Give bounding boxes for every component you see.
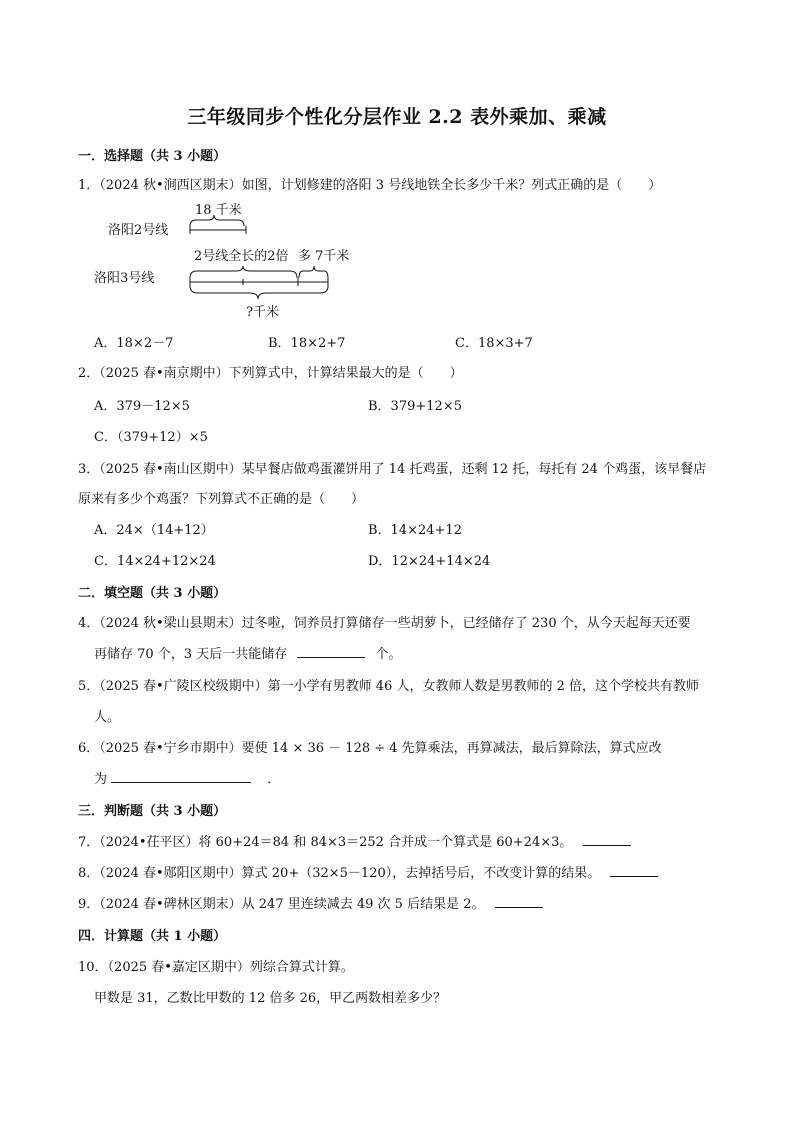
section-heading-judge: 三．判断题（共 3 小题） <box>78 804 227 819</box>
question-6-line2 <box>94 768 280 787</box>
question-5-line1: 5．（2025 春•广陵区校级期中）第一小学有男教师 46 人，女教师人数是男教师的 2 倍，这个学校共有教师 <box>78 679 699 694</box>
section-heading-choice: 一．选择题（共 3 小题） <box>78 149 227 164</box>
question-7 <box>78 831 631 850</box>
total-label: ?千米 <box>246 305 279 320</box>
question-5-line2: 人。 <box>94 710 121 725</box>
q2-option-b[interactable]: B．379+12×5 <box>368 399 462 414</box>
line2-length-label: 18 千米 <box>195 203 242 218</box>
q7-answer-blank[interactable] <box>583 833 631 846</box>
question-9-text: 9．（2024 春•碑林区期末）从 247 里连续减去 49 次 5 后结果是 2。 <box>78 897 485 912</box>
question-3-line2: 原来有多少个鸡蛋？下列算式不正确的是（ ） <box>78 492 365 507</box>
q1-option-c[interactable]: C．18×3+7 <box>455 336 533 351</box>
q8-answer-blank[interactable] <box>610 864 658 877</box>
q2-option-c[interactable]: C．（379+12）×5 <box>94 430 208 445</box>
question-6-line2-start: 为 <box>94 772 108 787</box>
part1-label: 2号线全长的2倍 <box>194 249 289 264</box>
section-heading-calc: 四．计算题（共 1 小题） <box>78 929 227 944</box>
question-4-line1: 4．（2024 秋•梁山县期末）过冬啦，饲养员打算储存一些胡萝卜，已经储存了 230 个，从今天起每天还要 <box>78 616 691 631</box>
part2-brace <box>299 266 328 278</box>
line3-label: 洛阳3号线 <box>94 271 155 286</box>
question-10-sub: 甲数是 31，乙数比甲数的 12 倍多 26，甲乙两数相差多少？ <box>94 991 447 1006</box>
q3-option-b[interactable]: B．14×24+12 <box>368 523 462 538</box>
question-2-text: 2．（2025 春•南京期中）下列算式中，计算结果最大的是（ ） <box>78 366 463 381</box>
q9-answer-blank[interactable] <box>495 895 543 908</box>
part1-brace <box>190 266 297 278</box>
question-6-line1: 6．（2025 春•宁乡市期中）要使 14 × 36 － 128 ÷ 4 先算乘法，再算减法，最后算除法，算式应改 <box>78 741 662 756</box>
q3-option-d[interactable]: D．12×24+14×24 <box>368 554 491 569</box>
question-7-text: 7．（2024•茌平区）将 60+24＝84 和 84×3＝252 合并成一个算式是 60+24×3。 <box>78 835 573 850</box>
part2-label: 多 7千米 <box>298 249 350 264</box>
total-brace <box>190 286 328 299</box>
question-4-line2-start: 再储存 70 个，3 天后一共能储存 <box>94 647 288 662</box>
question-8-text: 8．（2024 春•郧阳区期中）算式 20+（32×5－120），去掉括号后，不改变计算的结果。 <box>78 866 601 881</box>
question-4-line2 <box>94 643 402 662</box>
q3-option-c[interactable]: C．14×24+12×24 <box>94 554 216 569</box>
q2-option-a[interactable]: A．379－12×5 <box>94 399 190 414</box>
q1-option-b[interactable]: B．18×2+7 <box>268 336 346 351</box>
question-10-text: 10．（2025 春•嘉定区期中）列综合算式计算。 <box>78 960 354 975</box>
question-1-text: 1．（2024 秋•涧西区期末）如图，计划修建的洛阳 3 号线地铁全长多少千米？列式正确的是（ ） <box>78 178 662 193</box>
line2-label: 洛阳2号线 <box>108 223 169 238</box>
page-title: 三年级同步个性化分层作业 2.2 表外乘加、乘减 <box>187 106 607 128</box>
q6-answer-blank[interactable] <box>111 770 251 783</box>
question-3-line1: 3．（2025 春•南山区期中）某早餐店做鸡蛋灌饼用了 14 托鸡蛋，还剩 12 托，每托有 24 个鸡蛋，该早餐店 <box>78 462 707 477</box>
q3-option-a[interactable]: A．24×（14+12） <box>94 523 214 538</box>
q4-answer-blank[interactable] <box>297 645 365 658</box>
question-6-line2-end: ． <box>267 772 281 787</box>
question-4-line2-end: 个。 <box>375 647 402 662</box>
segment-diagram <box>90 198 380 323</box>
q1-option-a[interactable]: A．18×2－7 <box>94 336 174 351</box>
question-9 <box>78 893 543 912</box>
section-heading-fill: 二．填空题（共 3 小题） <box>78 586 227 601</box>
question-8 <box>78 862 658 881</box>
